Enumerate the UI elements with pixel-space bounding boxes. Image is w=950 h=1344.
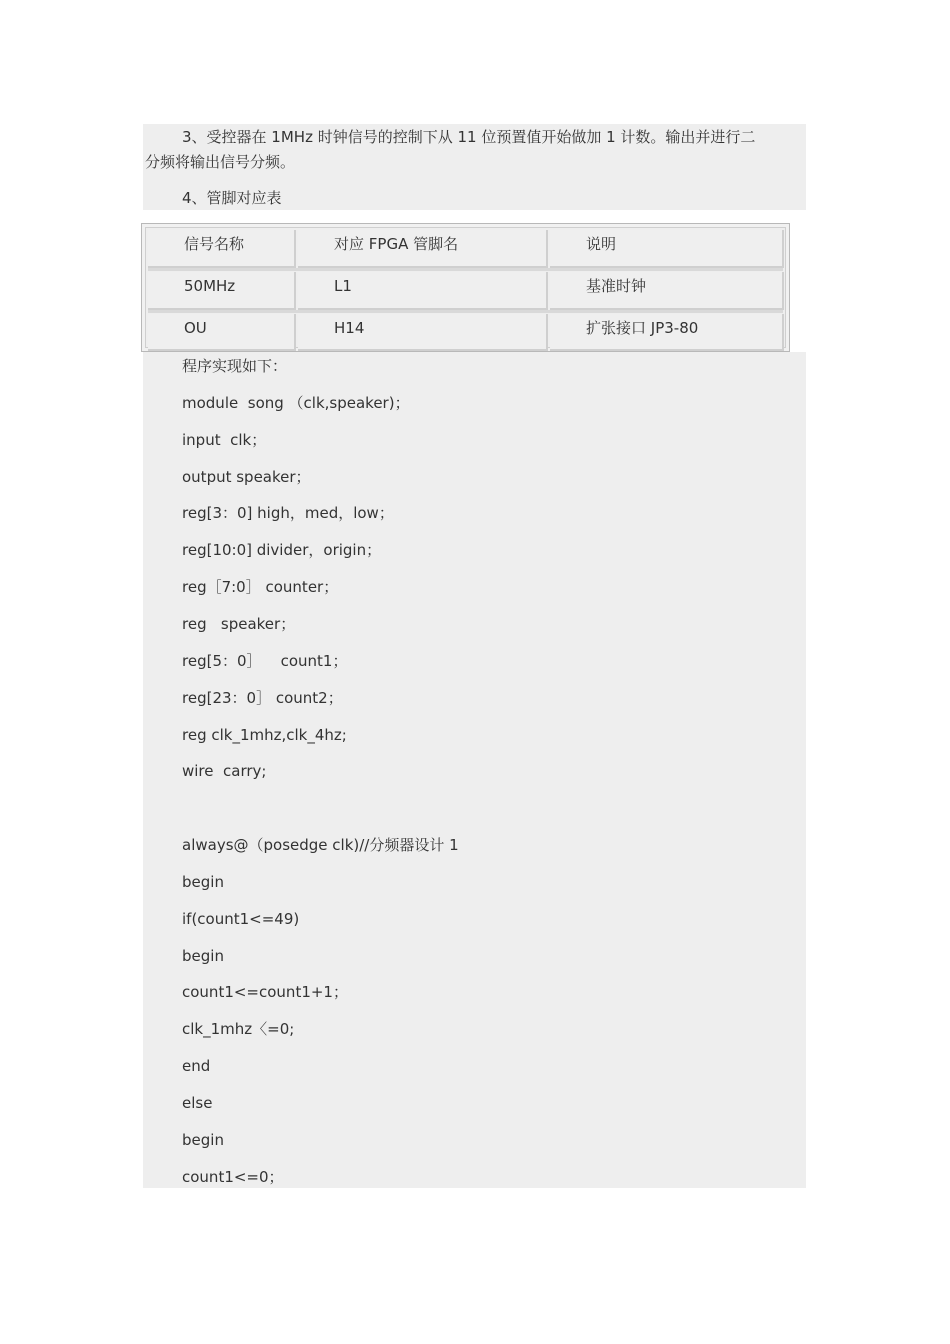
header-fpga-pin: 对应 FPGA 管脚名 xyxy=(334,235,459,253)
cell-pin: H14 xyxy=(334,319,365,337)
code-line: always@（posedge clk)//分频器设计 1 xyxy=(182,836,459,855)
row-divider xyxy=(148,268,783,271)
code-line: reg speaker； xyxy=(182,614,296,633)
cell-signal: 50MHz xyxy=(184,277,236,295)
header-description: 说明 xyxy=(586,235,617,253)
code-line xyxy=(182,798,806,835)
table-cell xyxy=(148,272,296,310)
paragraph-4-heading: 4、管脚对应表 xyxy=(182,189,282,207)
code-line: reg[5：0］ count1； xyxy=(182,651,348,670)
code-line: wire carry; xyxy=(182,762,267,781)
cell-pin: L1 xyxy=(334,277,352,295)
code-line: count1<=0； xyxy=(182,1167,284,1186)
table-header-cell xyxy=(298,230,548,268)
paragraph-3-line-2: 分频将输出信号分频。 xyxy=(145,153,296,171)
code-line: count1<=count1+1； xyxy=(182,983,348,1002)
code-line: begin xyxy=(182,872,224,891)
paragraph-3-line-1: 3、受控器在 1MHz 时钟信号的控制下从 11 位预置值开始做加 1 计数。输出并进行二 xyxy=(182,128,756,146)
code-line: begin xyxy=(182,946,224,965)
code-line: input clk； xyxy=(182,430,267,449)
table-cell xyxy=(550,272,784,310)
cell-description: 基准时钟 xyxy=(586,277,647,295)
code-line: clk_1mhz〈=0; xyxy=(182,1020,295,1039)
code-line: module song （clk,speaker)； xyxy=(182,393,410,412)
code-intro-label: 程序实现如下： xyxy=(182,357,288,375)
code-line: begin xyxy=(182,1130,224,1149)
intro-section xyxy=(143,124,806,210)
code-line: if(count1<=49) xyxy=(182,909,300,928)
pin-mapping-table xyxy=(141,223,790,352)
code-listing xyxy=(143,352,806,1188)
table-cell xyxy=(298,272,548,310)
code-line: reg[10:0] divider，origin； xyxy=(182,541,382,560)
cell-description: 扩张接口 JP3-80 xyxy=(586,319,699,337)
table-cell xyxy=(298,314,548,351)
code-line: else xyxy=(182,1094,213,1112)
pin-table-inner xyxy=(145,227,786,348)
row-divider xyxy=(148,310,783,313)
code-line: end xyxy=(182,1057,211,1076)
table-cell xyxy=(148,314,296,351)
table-header-cell xyxy=(550,230,784,268)
code-line: reg［7:0］ counter； xyxy=(182,578,339,597)
header-signal-name: 信号名称 xyxy=(184,235,245,253)
code-line: reg[23：0］ count2； xyxy=(182,688,343,707)
table-header-cell xyxy=(148,230,296,268)
code-line: output speaker； xyxy=(182,467,311,486)
cell-signal: OU xyxy=(184,319,207,337)
code-line: reg clk_1mhz,clk_4hz; xyxy=(182,725,347,744)
table-cell xyxy=(550,314,784,351)
code-line: reg[3：0] high，med，low； xyxy=(182,504,394,523)
